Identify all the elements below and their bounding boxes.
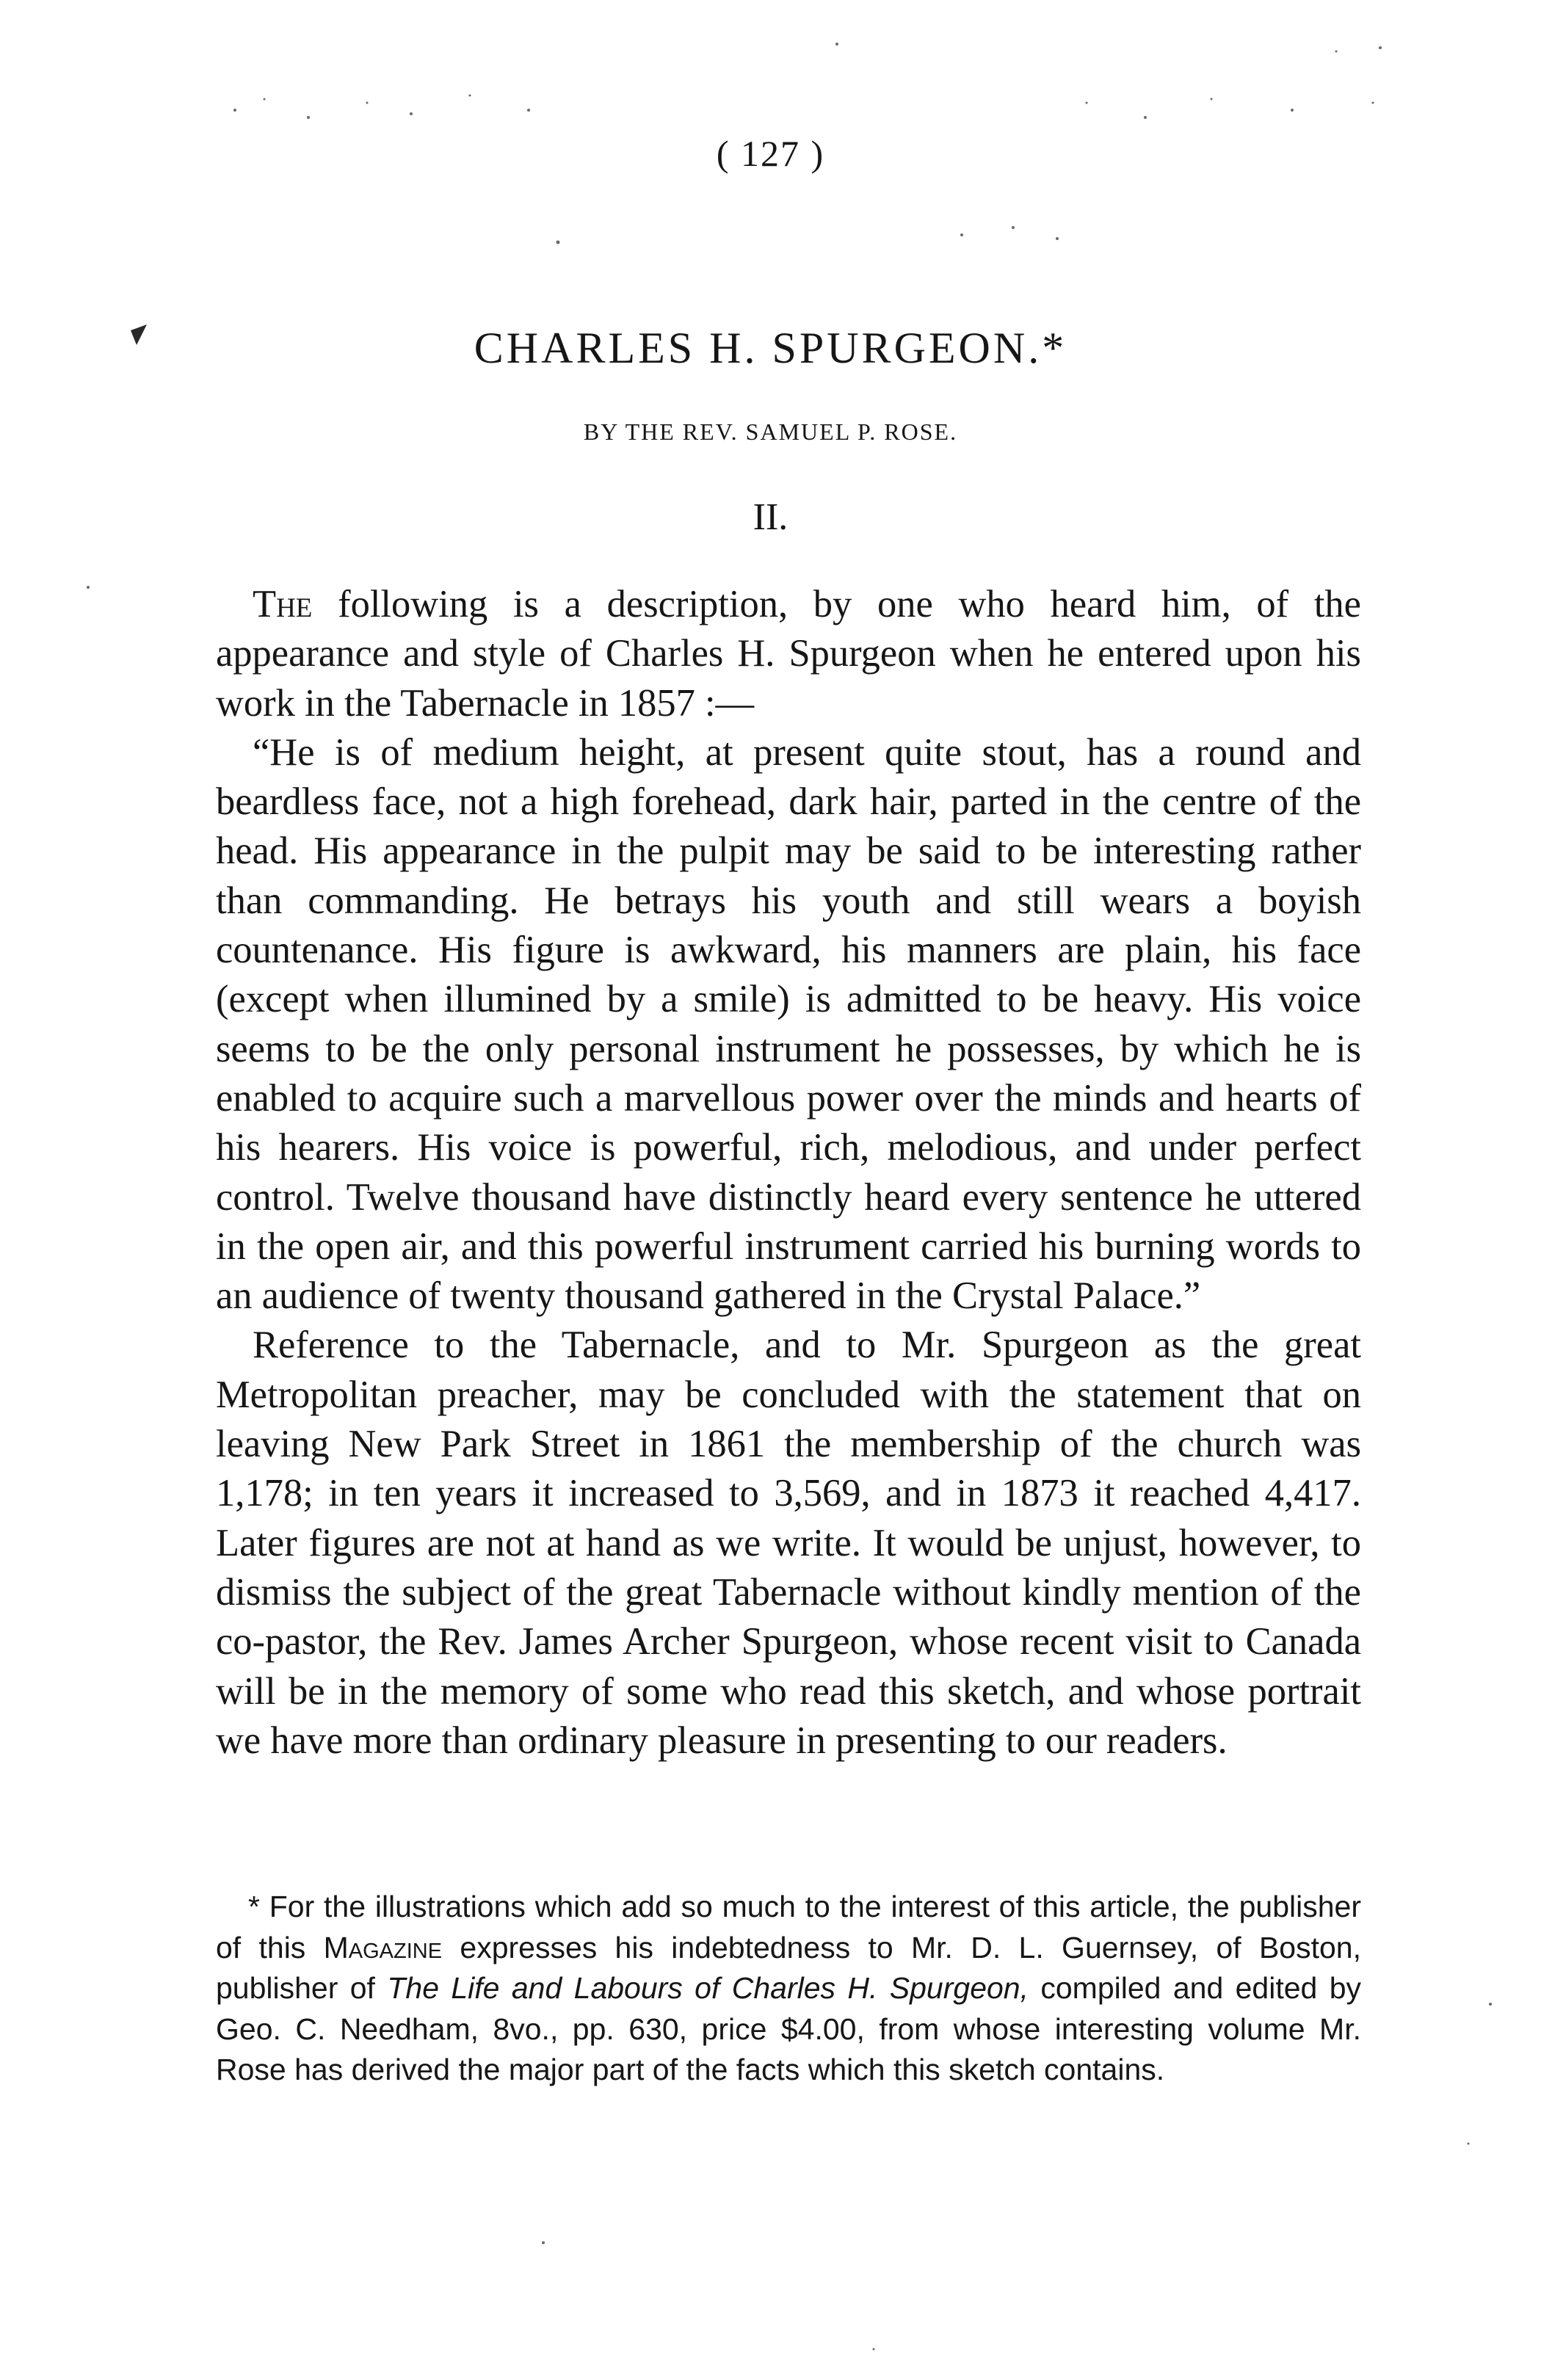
- paragraph-tabernacle: Reference to the Tabernacle, and to Mr. Spurgeon as the great Metropolitan preacher, may be concluded with the statement that on leaving New Park Street in 1861 the membership of the church was 1,178; in ten years it increased to 3,569, and in 1873 it reached 4,417. Later figures are not at hand as we write. It would be unjust, however, to dismiss the subject of the great Tabernacle without kindly mention of the co-pastor, the Rev. James Archer Spurgeon, whose recent visit to Canada will be in the memory of some who read this sketch, and whose portrait we have more than ordinary pleasure in presenting to our readers.: [216, 1324, 1361, 1762]
- paragraph-intro-text: following is a description, by one who heard him, of the appearance and style of Charles H. Spurgeon when he entered upon his work in the Tabernacle in 1857 :—: [216, 583, 1361, 725]
- article-title: CHARLES H. SPURGEON.*: [474, 324, 1067, 372]
- article-body: [216, 580, 1361, 1766]
- footnote-part-1: * For the illustrations which add so much to the interest of this article, the publisher of this: [216, 1890, 1361, 1964]
- section-numeral: II.: [753, 496, 788, 538]
- footnote-part-3: compiled and edited by Geo. C. Needham, 8vo., pp. 630, price $4.00, from whose interesting volume Mr. Rose has derived the major part of the facts which this sketch contains.: [216, 1971, 1362, 2086]
- footnote-part-2: expresses his indebtedness to Mr. D. L. Guernsey, of Boston, publisher of: [216, 1930, 1362, 2005]
- footnote-magazine: Magazine: [323, 1930, 443, 1964]
- paragraph-quotation: “He is of medium height, at present quite stout, has a round and beardless face, not a high forehead, dark hair, parted in the centre of the head. His appearance in the pulpit may be said to be interesting rather than commanding. He betrays his youth and still wears a boyish countenance. His figure is awkward, his manners are plain, his face (except when illumined by a smile) is admitted to be heavy. His voice seems to be the only personal instrument he possesses, by which he is enabled to acquire such a marvellous power over the minds and hearts of his hearers. His voice is powerful, rich, melodious, and under perfect control. Twelve thousand have distinctly heard every sentence he uttered in the open air, and this powerful instrument carried his burning words to an audience of twenty thousand gathered in the Crystal Palace.”: [216, 730, 1361, 1318]
- footnote-book-title: The Life and Labours of Charles H. Spurgeon,: [387, 1971, 1029, 2005]
- paragraph-intro: [216, 580, 1361, 728]
- page-number: ( 127 ): [716, 133, 825, 174]
- article-byline: BY THE REV. SAMUEL P. ROSE.: [583, 418, 958, 445]
- footnote-text: [216, 1887, 1361, 2091]
- footnote: [216, 1887, 1361, 2091]
- paragraph-lead-word: The: [253, 583, 313, 625]
